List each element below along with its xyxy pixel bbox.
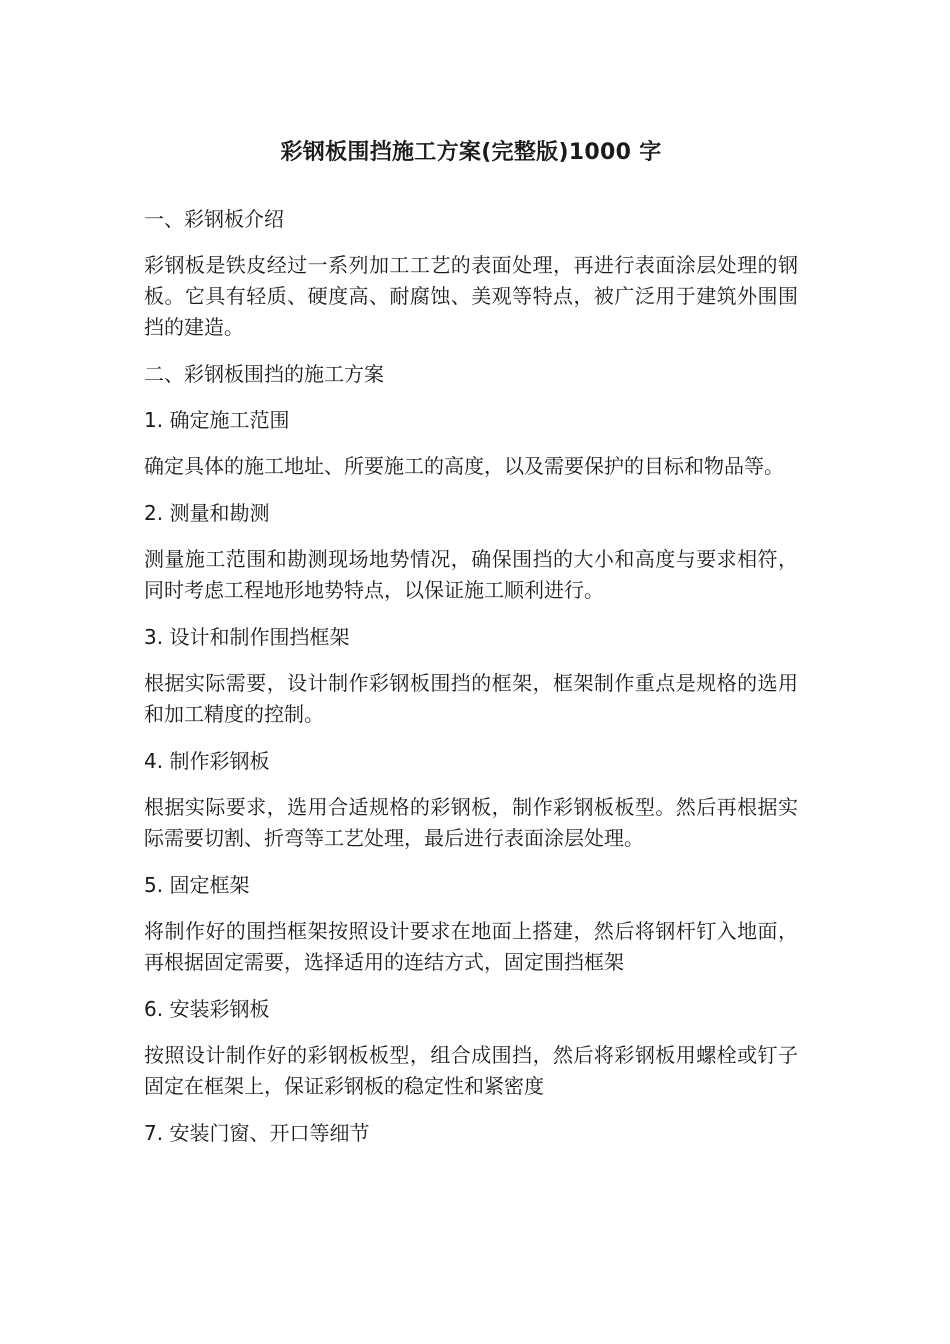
step-heading-3: 3. 设计和制作围挡框架 [144,625,350,649]
step-paragraph-6: 按照设计制作好的彩钢板板型，组合成围挡，然后将彩钢板用螺栓或钉子固定在框架上，保证彩钢板的稳定性和紧密度 [144,1043,798,1098]
step-paragraph-2: 测量施工范围和勘测现场地势情况，确保围挡的大小和高度与要求相符，同时考虑工程地形地势特点，以保证施工顺利进行。 [144,547,798,602]
document-content [144,136,798,1164]
step-paragraph-5: 将制作好的围挡框架按照设计要求在地面上搭建，然后将钢杆钉入地面，再根据固定需要，选择适用的连结方式，固定围挡框架 [144,919,798,974]
step-heading-6: 6. 安装彩钢板 [144,997,270,1021]
step-heading-2: 2. 测量和勘测 [144,501,270,525]
document-title: 彩钢板围挡施工方案(完整版)1000 字 [280,140,662,165]
section-heading-plan: 二、彩钢板围挡的施工方案 [144,362,384,386]
section-heading-intro: 一、彩钢板介绍 [144,207,284,231]
step-paragraph-3: 根据实际需要，设计制作彩钢板围挡的框架，框架制作重点是规格的选用和加工精度的控制。 [144,671,798,726]
step-heading-5: 5. 固定框架 [144,873,250,897]
step-heading-7: 7. 安装门窗、开口等细节 [144,1121,370,1145]
step-paragraph-4: 根据实际要求，选用合适规格的彩钢板，制作彩钢板板型。然后再根据实际需要切割、折弯等工艺处理，最后进行表面涂层处理。 [144,795,798,850]
step-paragraph-1: 确定具体的施工地址、所要施工的高度，以及需要保护的目标和物品等。 [144,454,784,478]
step-heading-4: 4. 制作彩钢板 [144,749,270,773]
step-heading-1: 1. 确定施工范围 [144,408,290,432]
paragraph-intro: 彩钢板是铁皮经过一系列加工工艺的表面处理，再进行表面涂层处理的钢板。它具有轻质、硬度高、耐腐蚀、美观等特点，被广泛用于建筑外围围挡的建造。 [144,253,798,339]
